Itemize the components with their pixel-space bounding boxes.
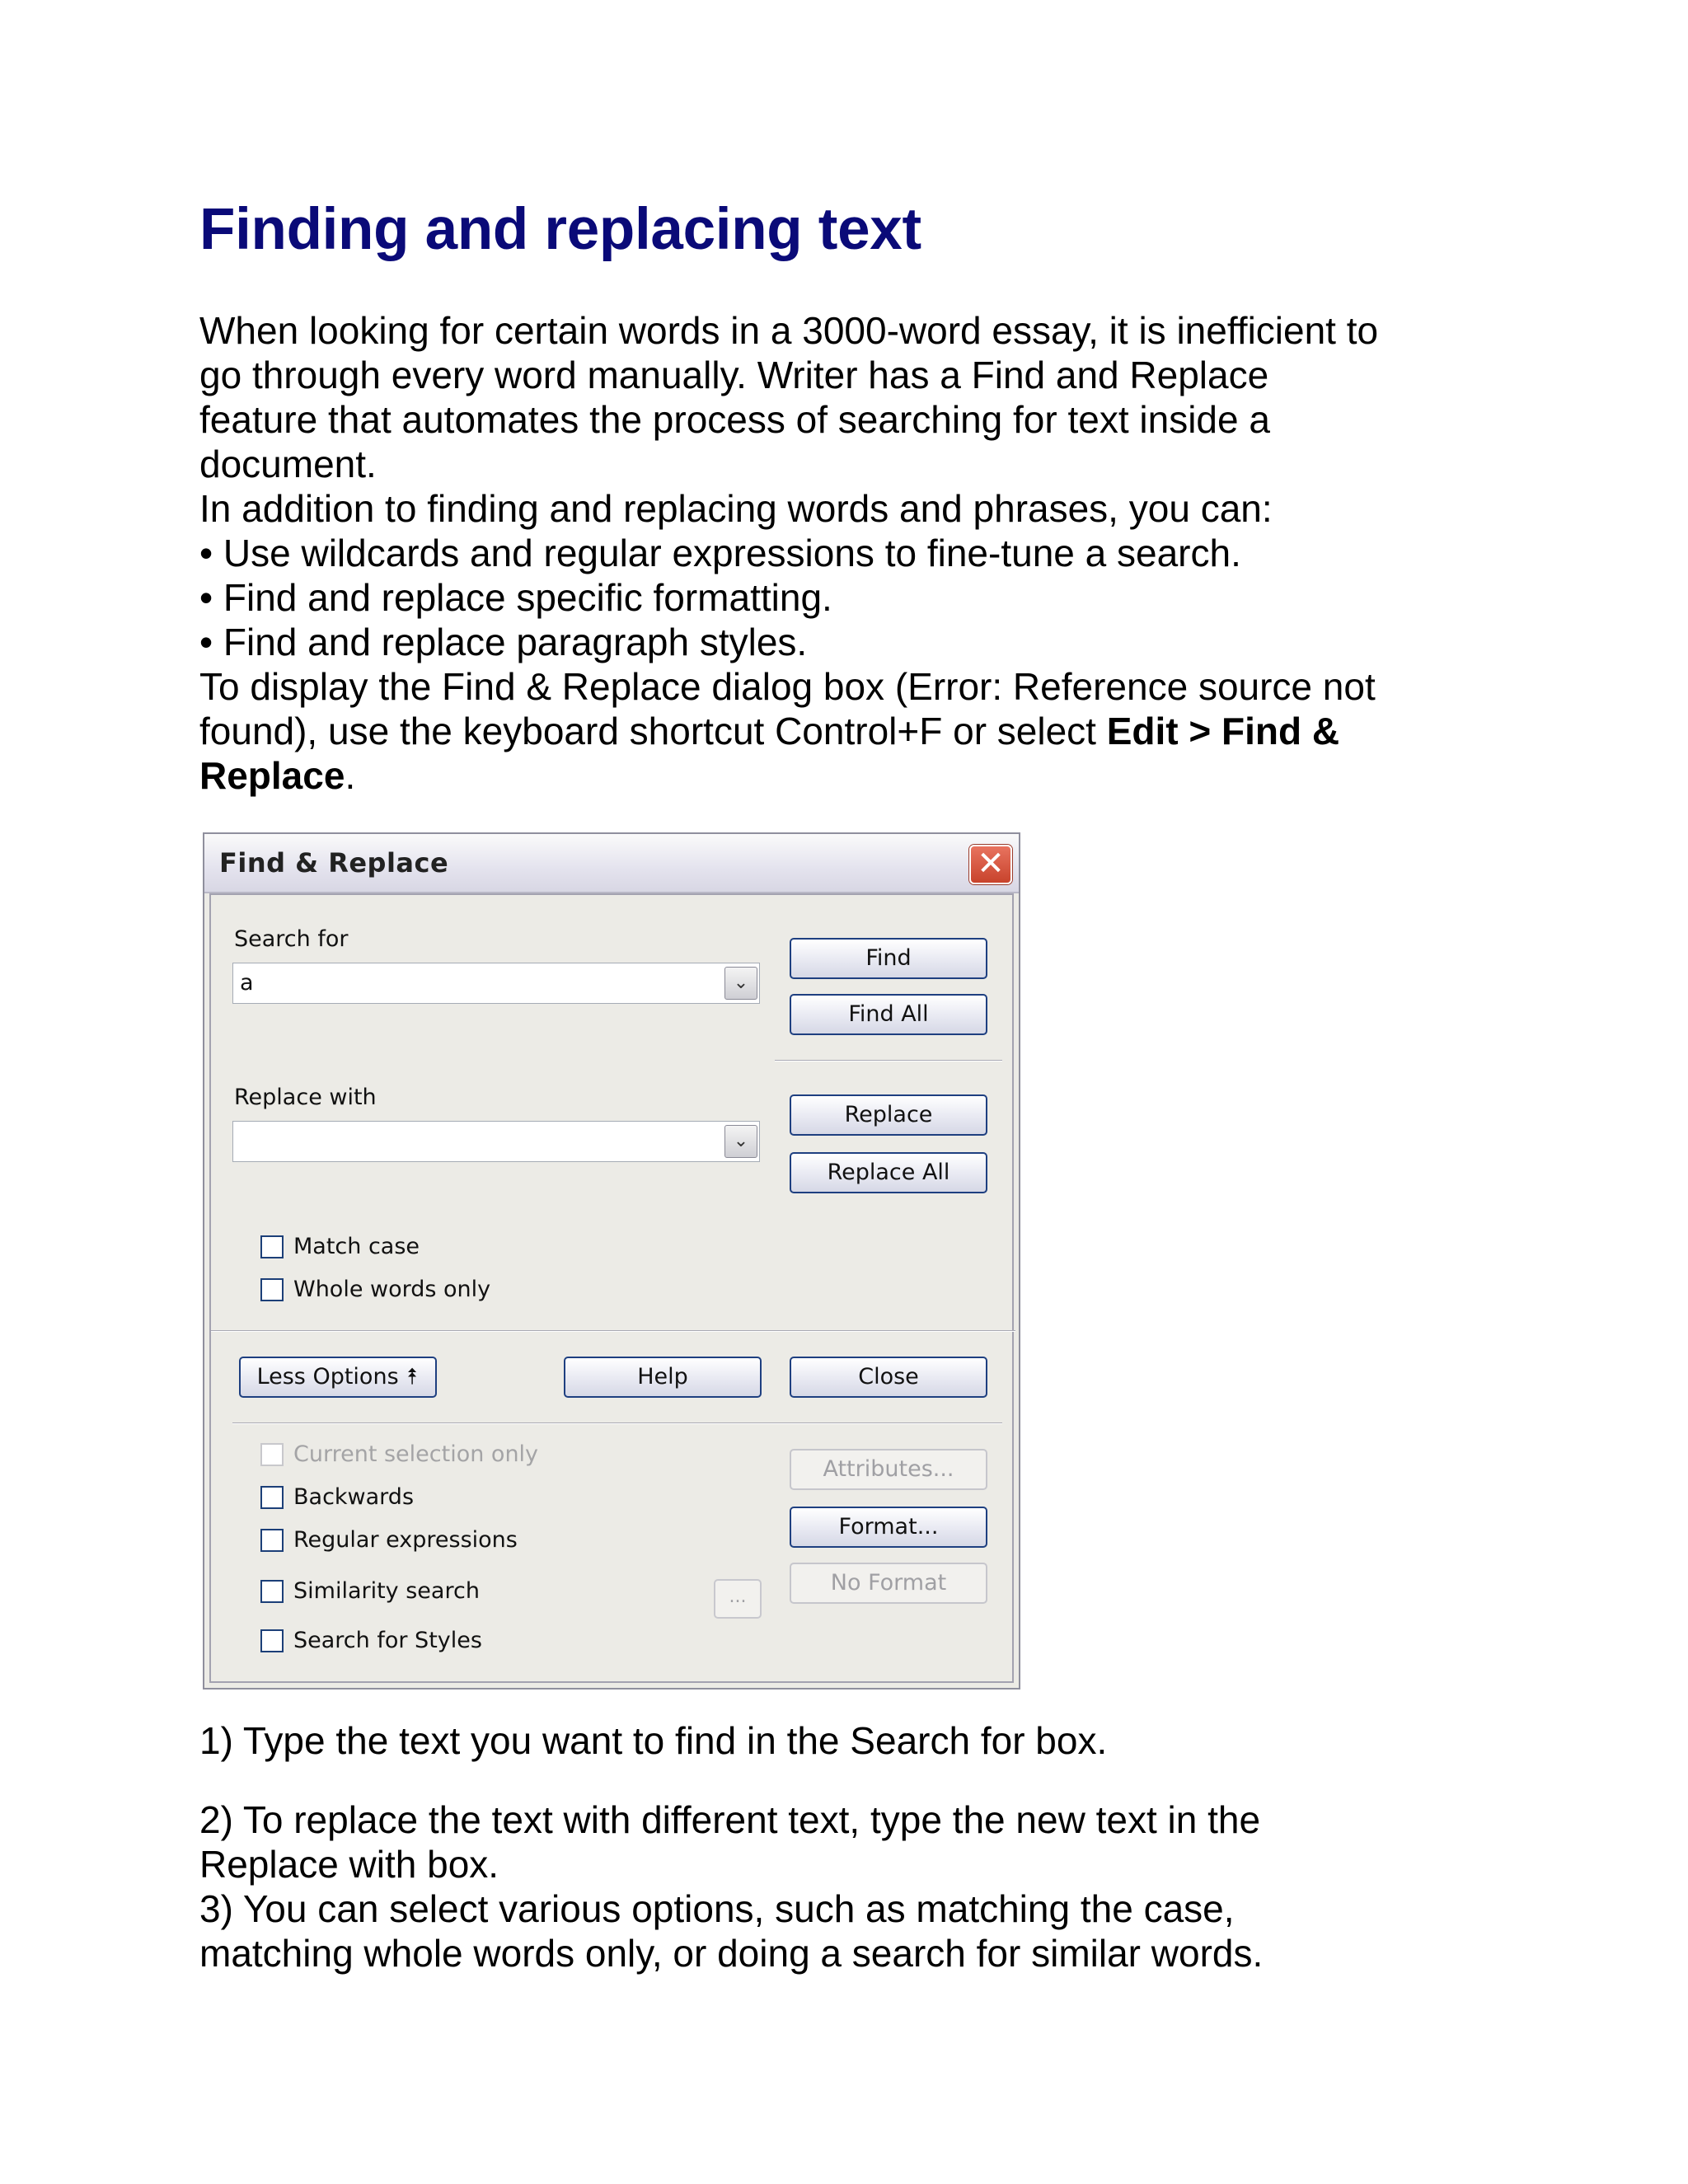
replace-button[interactable]: Replace xyxy=(790,1094,987,1136)
step-2 xyxy=(199,1797,1452,1975)
checkbox-box[interactable] xyxy=(260,1486,284,1509)
no-format-button[interactable]: No Format xyxy=(790,1563,987,1604)
find-button[interactable]: Find xyxy=(790,938,987,979)
replace-with-label: Replace with xyxy=(234,1085,377,1110)
replace-with-combobox[interactable] xyxy=(232,1121,760,1162)
checkbox-box[interactable] xyxy=(260,1629,284,1652)
menu-path-bold: Edit > Find & xyxy=(1106,710,1340,752)
dialog-title: Find & Replace xyxy=(219,847,449,879)
chevron-down-icon[interactable]: ⌄ xyxy=(724,1125,757,1158)
search-for-combobox[interactable] xyxy=(232,963,760,1004)
similarity-search-checkbox[interactable] xyxy=(260,1577,480,1604)
intro-line: In addition to finding and replacing words and phrases, you can: xyxy=(199,487,1273,530)
less-options-button[interactable]: Less Options ⯭ xyxy=(239,1357,437,1398)
step-line: matching whole words only, or doing a search for similar words. xyxy=(199,1932,1264,1975)
checkbox-label: Similarity search xyxy=(293,1578,480,1604)
intro-text xyxy=(199,308,1452,798)
format-button[interactable]: Format... xyxy=(790,1507,987,1548)
intro-text-segment: . xyxy=(345,754,356,797)
backwards-checkbox[interactable] xyxy=(260,1483,414,1510)
checkbox-label: Backwards xyxy=(293,1484,415,1510)
step-1 xyxy=(199,1718,1452,1763)
checkbox-label: Match case xyxy=(293,1234,420,1259)
intro-line: When looking for certain words in a 3000-word essay, it is inefficient to xyxy=(199,309,1379,352)
intro-line: To display the Find & Replace dialog box (Error: Reference source not xyxy=(199,665,1376,708)
divider xyxy=(775,1060,1002,1062)
replace-all-button[interactable]: Replace All xyxy=(790,1152,987,1193)
close-button[interactable]: Close xyxy=(790,1357,987,1398)
current-selection-checkbox[interactable] xyxy=(260,1441,538,1467)
help-button[interactable]: Help xyxy=(564,1357,762,1398)
search-for-styles-checkbox[interactable] xyxy=(260,1627,482,1653)
checkbox-label: Regular expressions xyxy=(293,1527,518,1553)
regular-expressions-checkbox[interactable] xyxy=(260,1526,518,1553)
intro-line: go through every word manually. Writer has a Find and Replace xyxy=(199,354,1269,396)
close-icon[interactable]: ✕ xyxy=(969,845,1012,884)
bullet-item: • Use wildcards and regular expressions to fine-tune a search. xyxy=(199,532,1241,574)
checkbox-box[interactable] xyxy=(260,1443,284,1466)
checkbox-label: Whole words only xyxy=(293,1277,491,1302)
step-line: Replace with box. xyxy=(199,1843,499,1886)
step-line: 2) To replace the text with different text, type the new text in the xyxy=(199,1798,1261,1841)
divider xyxy=(211,1330,1015,1332)
dialog-titlebar[interactable] xyxy=(204,834,1019,893)
intro-line: document. xyxy=(199,443,377,485)
checkbox-box[interactable] xyxy=(260,1580,284,1603)
whole-words-checkbox[interactable] xyxy=(260,1276,490,1302)
checkbox-box[interactable] xyxy=(260,1529,284,1552)
dialog-body xyxy=(209,893,1014,1683)
find-all-button[interactable]: Find All xyxy=(790,994,987,1035)
checkbox-box[interactable] xyxy=(260,1235,284,1258)
page-title: Finding and replacing text xyxy=(199,197,921,262)
checkbox-label: Current selection only xyxy=(293,1441,539,1467)
chevron-down-icon[interactable]: ⌄ xyxy=(724,967,757,1000)
checkbox-label: Search for Styles xyxy=(293,1628,482,1653)
divider xyxy=(232,1422,1002,1424)
bullet-item: • Find and replace paragraph styles. xyxy=(199,621,808,663)
search-for-value[interactable]: a xyxy=(240,970,254,996)
search-for-label: Search for xyxy=(234,926,349,952)
intro-line: feature that automates the process of searching for text inside a xyxy=(199,398,1270,441)
match-case-checkbox[interactable] xyxy=(260,1233,420,1259)
intro-line xyxy=(199,709,1452,753)
find-replace-dialog xyxy=(203,832,1020,1690)
intro-text-segment: found), use the keyboard shortcut Control+F or select xyxy=(199,710,1107,752)
step-line: 1) Type the text you want to find in the Search for box. xyxy=(199,1719,1108,1762)
similarity-settings-button[interactable]: ... xyxy=(714,1579,762,1619)
bullet-item: • Find and replace specific formatting. xyxy=(199,576,832,619)
checkbox-box[interactable] xyxy=(260,1278,284,1301)
intro-line xyxy=(199,753,1452,798)
attributes-button[interactable]: Attributes... xyxy=(790,1449,987,1490)
step-line: 3) You can select various options, such as matching the case, xyxy=(199,1887,1235,1930)
menu-path-bold: Replace xyxy=(199,754,345,797)
